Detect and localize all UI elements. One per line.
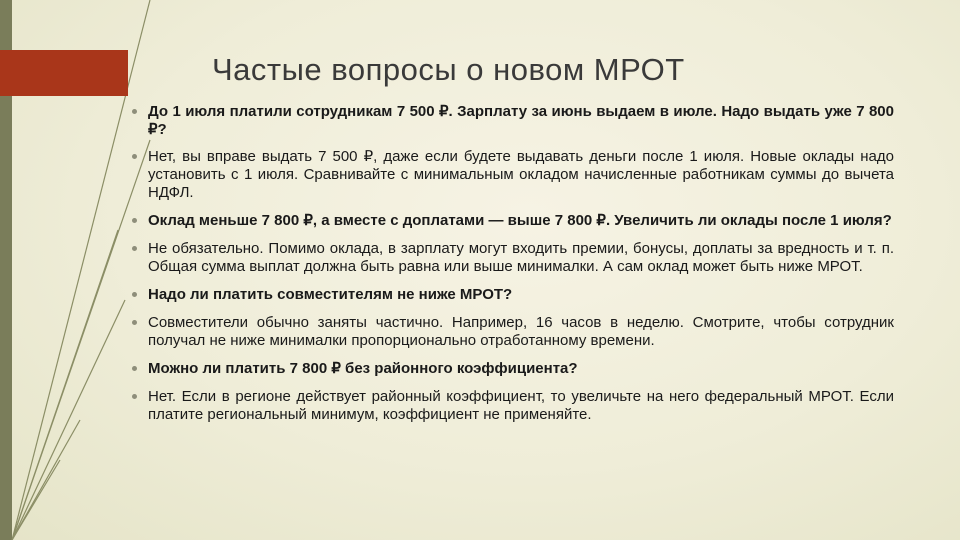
bullet-icon [132, 366, 137, 371]
faq-answer [130, 314, 894, 350]
bullet-icon [132, 246, 137, 251]
bullet-icon [132, 394, 137, 399]
faq-answer-text: Нет, вы вправе выдать 7 500 ₽, даже если будете выдавать деньги после 1 июля. Новые оклады надо установить с 1 июля. Сравнивайте с минимальным окладом начисленные работникам суммы до вычета НДФЛ. [148, 148, 894, 201]
bullet-icon [132, 292, 137, 297]
bullet-icon [132, 109, 137, 114]
bullet-icon [132, 218, 137, 223]
title-accent-bar [0, 50, 128, 96]
faq-question [130, 360, 894, 378]
faq-question [130, 286, 894, 304]
faq-answer-text: Не обязательно. Помимо оклада, в зарплату могут входить премии, бонусы, доплаты за вредность и т. п. Общая сумма выплат должна быть равна или выше минималки. А сам оклад может быть ниже МРОТ. [148, 240, 894, 275]
faq-question [130, 212, 894, 230]
faq-question [130, 103, 894, 139]
faq-answer [130, 388, 894, 424]
faq-answer-text: Нет. Если в регионе действует районный коэффициент, то увеличьте на него федеральный МРОТ. Если платите региональный минимум, коэффициент не применяйте. [148, 388, 894, 423]
deco-line-4 [12, 300, 125, 540]
faq-answer-text: Совместители обычно заняты частично. Например, 16 часов в неделю. Смотрите, чтобы сотрудник получал не ниже минималки пропорционально отработанному времени. [148, 314, 894, 349]
faq-answer [130, 240, 894, 276]
faq-answer [130, 148, 894, 202]
faq-question-text: Можно ли платить 7 800 ₽ без районного коэффициента? [148, 360, 578, 377]
faq-question-text: До 1 июля платили сотрудникам 7 500 ₽. Зарплату за июнь выдаем в июле. Надо выдать уже 7 800 ₽? [148, 103, 894, 138]
faq-list [130, 103, 894, 424]
slide-title: Частые вопросы о новом МРОТ [212, 52, 685, 87]
bullet-icon [132, 320, 137, 325]
deco-line-3 [12, 230, 118, 540]
faq-question-text: Надо ли платить совместителям не ниже МРОТ? [148, 286, 513, 303]
bullet-icon [132, 154, 137, 159]
faq-question-text: Оклад меньше 7 800 ₽, а вместе с доплатами — выше 7 800 ₽. Увеличить ли оклады после 1 июля? [148, 212, 892, 229]
